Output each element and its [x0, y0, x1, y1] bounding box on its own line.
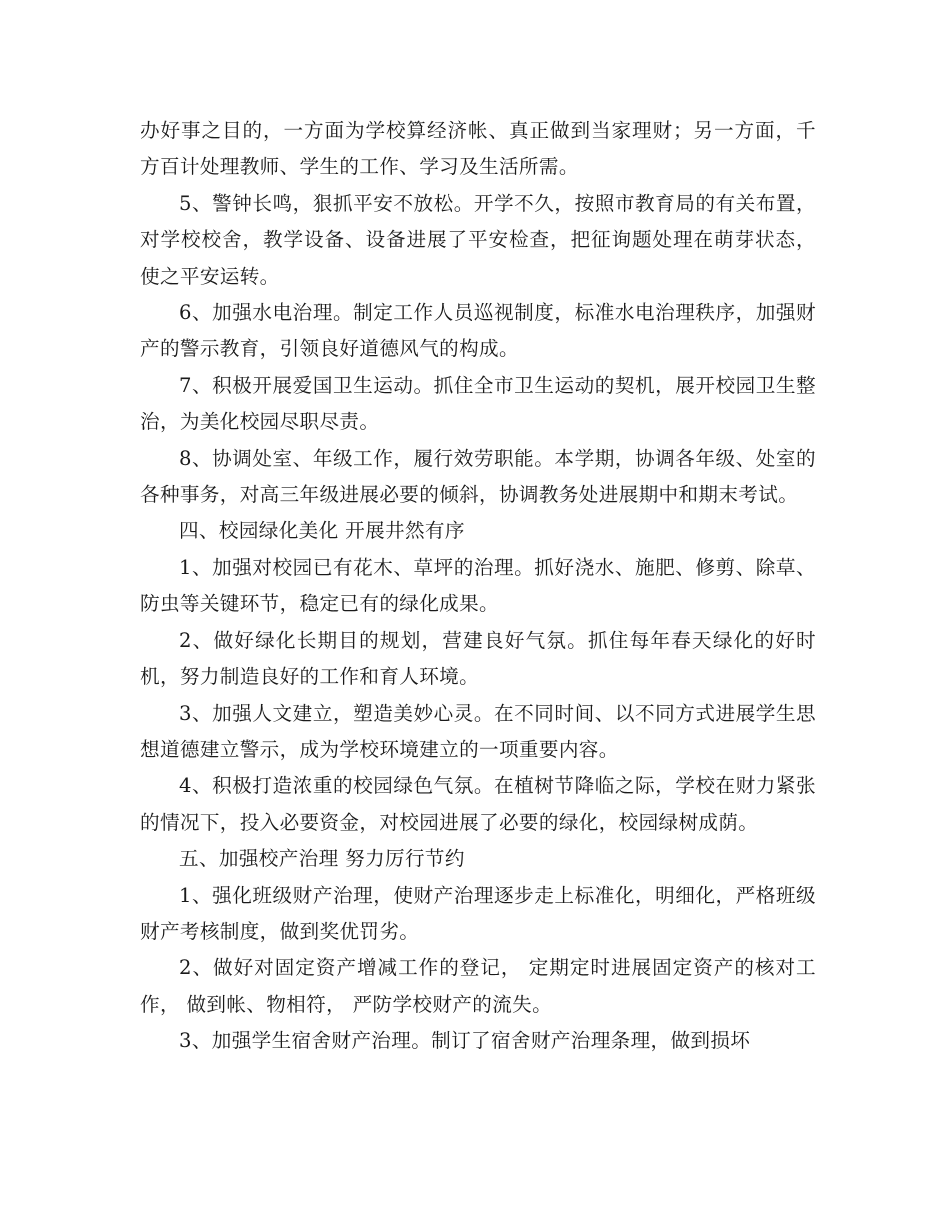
paragraph: 2、做好对固定资产增减工作的登记， 定期定时进展固定资产的核对工作， 做到帐、物相符， 严防学校财产的流失。 — [140, 956, 816, 1016]
paragraph: 8、协调处室、年级工作，履行效劳职能。本学期，协调各年级、处室的各种事务，对高三年级进展必要的倾斜，协调教务处进展期中和期末考试。 — [140, 446, 816, 507]
section-heading: 五、加强校产治理 努力厉行节约 — [179, 847, 465, 871]
paragraph: 4、积极打造浓重的校园绿色气氛。在植树节降临之际，学校在财力紧张的情况下，投入必要资金，对校园进展了必要的绿化，校园绿树成荫。 — [140, 774, 816, 834]
section-heading: 四、校园绿化美化 开展井然有序 — [179, 519, 465, 543]
paragraph: 办好事之目的，一方面为学校算经济帐、真正做到当家理财；另一方面，千方百计处理教师、学生的工作、学习及生活所需。 — [140, 119, 816, 179]
document-page — [140, 113, 816, 1060]
paragraph: 6、加强水电治理。制定工作人员巡视制度，标准水电治理秩序，加强财产的警示教育，引领良好道德风气的构成。 — [140, 301, 816, 361]
paragraph: 2、做好绿化长期目的规划，营建良好气氛。抓住每年春天绿化的好时机，努力制造良好的工作和育人环境。 — [140, 628, 816, 689]
paragraph: 1、强化班级财产治理，使财产治理逐步走上标准化，明细化，严格班级财产考核制度，做到奖优罚劣。 — [140, 883, 816, 943]
paragraph: 5、警钟长鸣，狠抓平安不放松。开学不久，按照市教育局的有关布置，对学校校舍，教学设备、设备进展了平安检查，把征询题处理在萌芽状态，使之平安运转。 — [140, 191, 816, 288]
paragraph: 7、积极开展爱国卫生运动。抓住全市卫生运动的契机，展开校园卫生整治，为美化校园尽职尽责。 — [140, 373, 816, 434]
paragraph: 1、加强对校园已有花木、草坪的治理。抓好浇水、施肥、修剪、除草、防虫等关键环节，稳定已有的绿化成果。 — [140, 555, 816, 616]
paragraph: 3、加强人文建立，塑造美妙心灵。在不同时间、以不同方式进展学生思想道德建立警示，成为学校环境建立的一项重要内容。 — [140, 701, 816, 761]
paragraph: 3、加强学生宿舍财产治理。制订了宿舍财产治理条理，做到损坏 — [179, 1029, 751, 1053]
